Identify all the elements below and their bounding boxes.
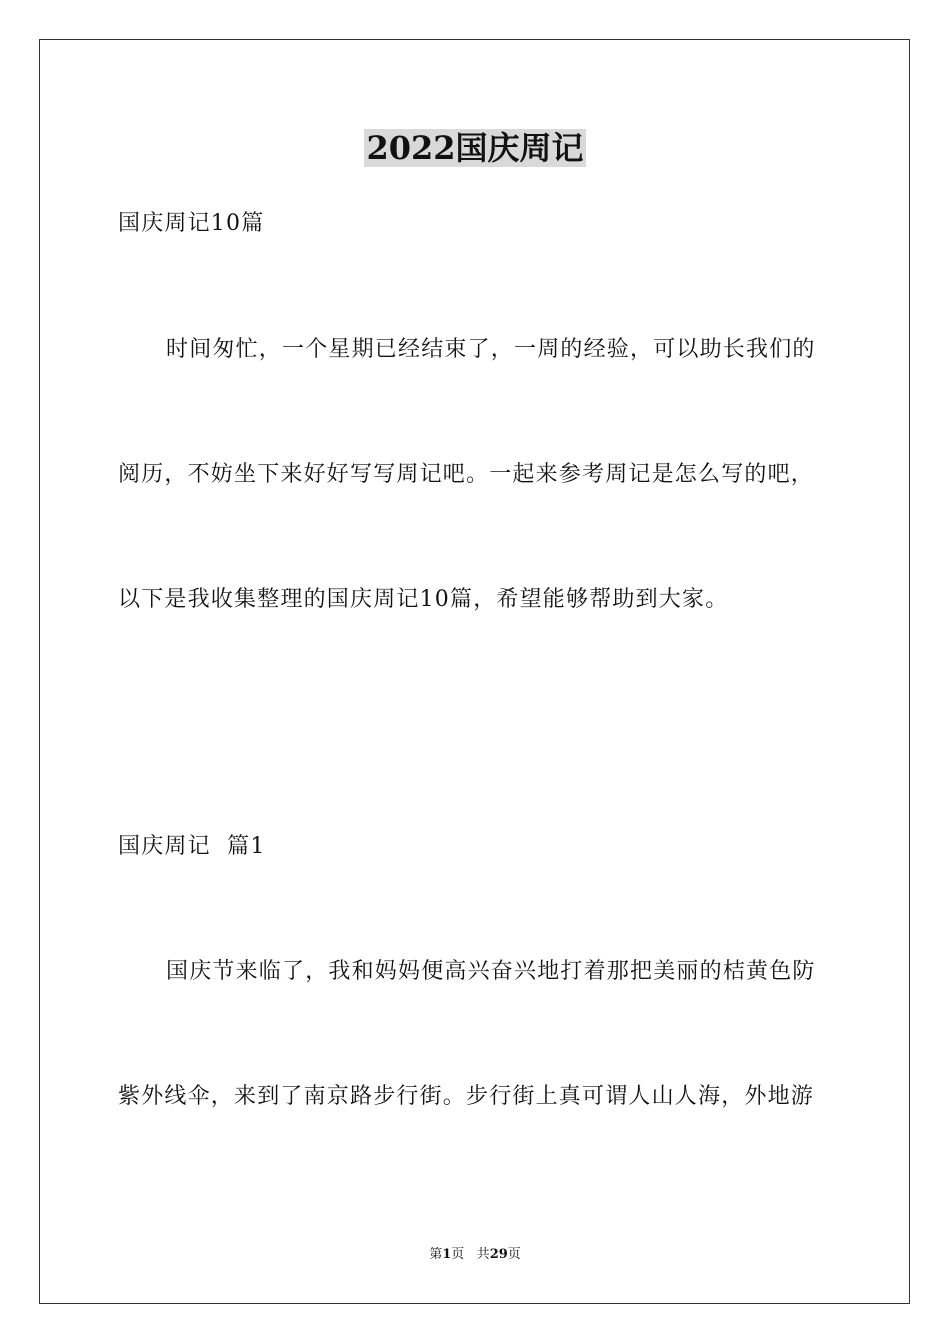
intro-paragraph-line-1: 时间匆忙，一个星期已经结束了，一周的经验，可以助长我们的 xyxy=(166,337,816,362)
section-heading: 国庆周记 篇1 xyxy=(118,834,266,859)
page-footer xyxy=(0,1245,950,1265)
section-paragraph-line-2: 紫外线伞，来到了南京路步行街。步行街上真可谓人山人海，外地游 xyxy=(118,1084,815,1109)
intro-paragraph-line-2: 阅历，不妨坐下来好好写写周记吧。一起来参考周记是怎么写的吧， xyxy=(118,462,815,487)
footer-page-current: 1 xyxy=(442,1247,452,1262)
document-title xyxy=(0,126,950,170)
footer-page-suffix: 页 xyxy=(451,1247,465,1262)
footer-total-suffix: 页 xyxy=(507,1247,521,1262)
document-subtitle: 国庆周记10篇 xyxy=(118,211,265,236)
footer-page-total: 29 xyxy=(489,1247,508,1262)
footer-total-prefix: 共 xyxy=(476,1247,490,1262)
document-title-text: 2022国庆周记 xyxy=(366,129,584,167)
intro-paragraph-line-3: 以下是我收集整理的国庆周记10篇，希望能够帮助到大家。 xyxy=(118,587,729,612)
section-paragraph-line-1: 国庆节来临了，我和妈妈便高兴奋兴地打着那把美丽的桔黄色防 xyxy=(166,959,816,984)
footer-page-prefix: 第 xyxy=(429,1247,443,1262)
